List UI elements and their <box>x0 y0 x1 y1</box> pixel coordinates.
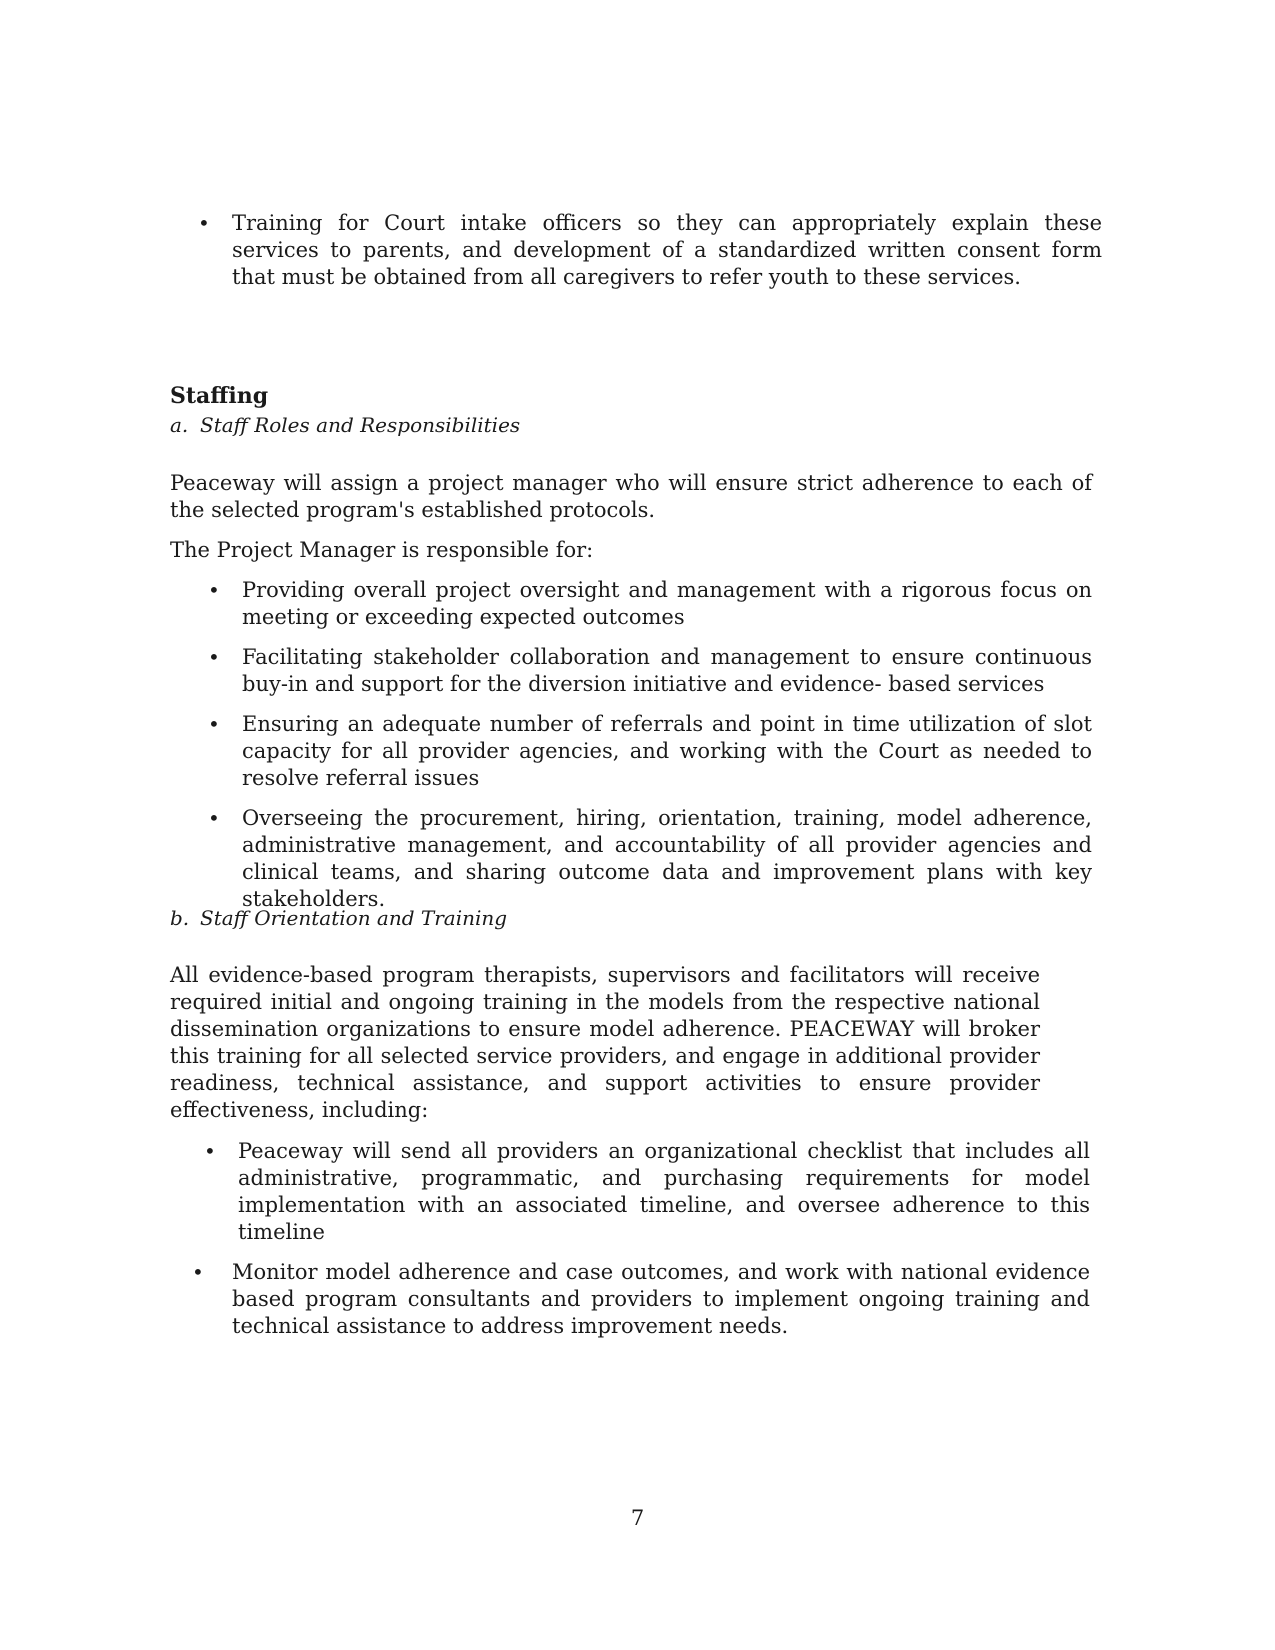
bullet-text: Providing overall project oversight and management with a rigorous focus on meeting or exceeding expected outcomes <box>242 578 1092 629</box>
page-number: 7 <box>630 1506 645 1530</box>
bullet-icon: • <box>208 806 220 830</box>
subheading-title: Staff Orientation and Training <box>200 906 508 930</box>
subheading-title: Staff Roles and Responsibilities <box>200 413 521 437</box>
list-item <box>208 577 1092 631</box>
bullet-text: Training for Court intake officers so they can appropriately explain these services to parents, and development of a standardized written consent form that must be obtained from all caregivers to refer youth to these services. <box>232 211 1102 289</box>
roles-paragraph: Peaceway will assign a project manager who will ensure strict adherence to each of the selected program's established protocols. <box>170 471 1092 522</box>
list-item <box>192 1259 1090 1340</box>
section-heading-staffing: Staffing <box>170 383 269 409</box>
bullet-text: Monitor model adherence and case outcomes, and work with national evidence based program consultants and providers to implement ongoing training and technical assistance to address improvement needs. <box>232 1260 1090 1338</box>
list-item <box>208 644 1092 698</box>
responsibilities-lead-in: The Project Manager is responsible for: <box>170 538 594 562</box>
bullet-text: Ensuring an adequate number of referrals and point in time utilization of slot capacity for all provider agencies, and working with the Court as needed to resolve referral issues <box>242 712 1092 790</box>
bullet-icon: • <box>204 1139 216 1163</box>
list-item <box>208 805 1092 913</box>
bullet-icon: • <box>208 712 220 736</box>
subheading-staff-roles <box>170 412 520 438</box>
subheading-letter: a. <box>170 413 189 437</box>
subheading-letter: b. <box>170 906 190 930</box>
bullet-text: Facilitating stakeholder collaboration and management to ensure continuous buy-in and support for the diversion initiative and evidence- based services <box>242 645 1092 696</box>
provider-activities-list <box>192 1138 1090 1353</box>
bullet-icon: • <box>208 578 220 602</box>
subheading-staff-orientation <box>170 905 507 931</box>
intro-bullet-list <box>198 210 1102 304</box>
list-item <box>198 210 1102 291</box>
bullet-text: Peaceway will send all providers an organizational checklist that includes all administrative, programmatic, and purchasing requirements for model implementation with an associated timeline, and oversee adherence to this timeline <box>238 1139 1090 1244</box>
bullet-icon: • <box>198 211 210 235</box>
list-item <box>204 1138 1090 1246</box>
orientation-paragraph: All evidence-based program therapists, supervisors and facilitators will receive required initial and ongoing training in the models from the respective national dissemination organizations to ensure model adherence. PEACEWAY will broker this training for all selected service providers, and engage in additional provider readiness, technical assistance, and support activities to ensure provider effectiveness, including: <box>170 963 1040 1122</box>
bullet-icon: • <box>208 645 220 669</box>
responsibilities-list <box>208 577 1092 926</box>
bullet-icon: • <box>192 1260 204 1284</box>
bullet-text: Overseeing the procurement, hiring, orientation, training, model adherence, administrative management, and accountability of all provider agencies and clinical teams, and sharing outcome data and improvement plans with key stakeholders. <box>242 806 1092 911</box>
list-item <box>208 711 1092 792</box>
